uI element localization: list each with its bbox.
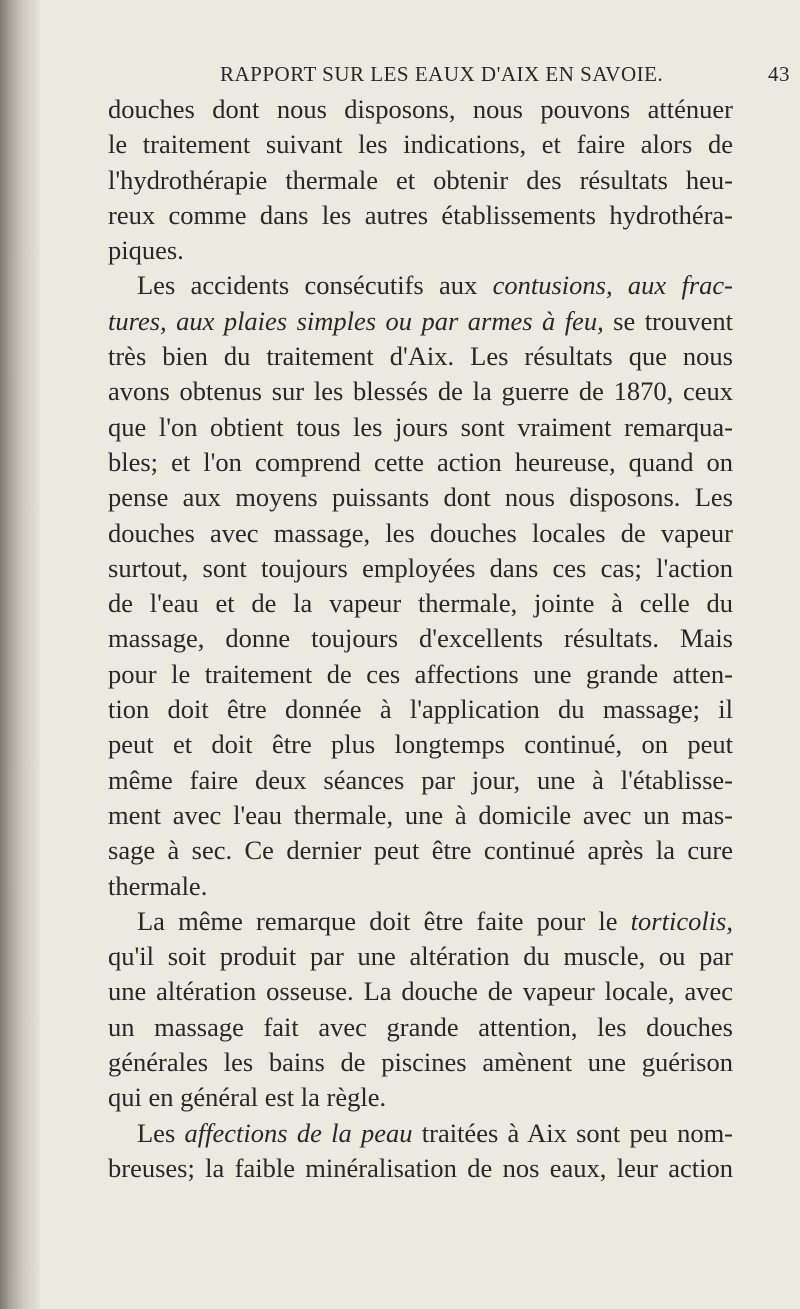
text-line: une altération osseuse. La douche de vapeur locale, avec xyxy=(108,976,733,1007)
text-line: sage à sec. Ce dernier peut être continué après la cure xyxy=(108,835,733,866)
text-line: pense aux moyens puissants dont nous disposons. Les xyxy=(108,482,733,513)
text-line: ment avec l'eau thermale, une à domicile avec un mas- xyxy=(108,799,733,830)
text-line: surtout, sont toujours employées dans ces cas; l'action xyxy=(108,552,733,583)
text-line: un massage fait avec grande attention, les douches xyxy=(108,1011,733,1042)
text-line: qu'il soit produit par une altération du muscle, ou par xyxy=(108,941,733,972)
text-line xyxy=(108,304,733,339)
text-line: massage, donne toujours d'excellents résultats. Mais xyxy=(108,623,733,654)
paragraph-4 xyxy=(108,1116,733,1187)
text-segment: se trouvent xyxy=(603,305,734,336)
text-line: qui en général est la règle. xyxy=(108,1082,387,1113)
paragraph-1 xyxy=(108,92,733,268)
text-segment: traitées à Aix sont peu nom- xyxy=(412,1117,734,1148)
page-number: 43 xyxy=(768,62,790,86)
text-segment: La même remarque doit être faite pour le xyxy=(137,905,631,936)
italic-segment: torticolis, xyxy=(630,905,733,936)
text-line: l'hydrothérapie thermale et obtenir des résultats heu- xyxy=(108,164,733,195)
text-line xyxy=(108,268,733,303)
text-segment: Les accidents consécutifs aux xyxy=(137,270,493,301)
text-line: pour le traitement de ces affections une grande atten- xyxy=(108,658,733,689)
text-segment: Les xyxy=(137,1117,185,1148)
text-line: même faire deux séances par jour, une à l'établisse- xyxy=(108,764,733,795)
text-line: thermale. xyxy=(108,870,208,901)
italic-segment: affections de la peau xyxy=(184,1117,413,1148)
text-line: douches avec massage, les douches locales de vapeur xyxy=(108,517,733,548)
text-line: piques. xyxy=(108,235,184,266)
text-line: reux comme dans les autres établissements hydrothéra- xyxy=(108,199,733,230)
text-line: très bien du traitement d'Aix. Les résultats que nous xyxy=(108,341,733,372)
paragraph-3 xyxy=(108,904,733,1116)
page-binding-shadow xyxy=(0,0,40,1309)
text-line: douches dont nous disposons, nous pouvons atténuer xyxy=(108,94,733,124)
text-line: bles; et l'on comprend cette action heureuse, quand on xyxy=(108,446,733,477)
paragraph-2 xyxy=(108,268,733,903)
text-line: tion doit être donnée à l'application du massage; il xyxy=(108,694,733,725)
text-line: avons obtenus sur les blessés de la guerre de 1870, ceux xyxy=(108,376,733,407)
text-line: que l'on obtient tous les jours sont vraiment remarqua- xyxy=(108,411,733,442)
text-line: le traitement suivant les indications, et faire alors de xyxy=(108,129,733,160)
text-line: générales les bains de piscines amènent une guérison xyxy=(108,1047,733,1078)
italic-segment: contusions, aux frac- xyxy=(492,270,733,301)
text-line xyxy=(108,904,733,939)
text-line: breuses; la faible minéralisation de nos eaux, leur action xyxy=(108,1152,733,1183)
book-page xyxy=(40,0,800,1309)
text-line xyxy=(108,1116,733,1151)
text-line: de l'eau et de la vapeur thermale, jointe à celle du xyxy=(108,588,733,619)
running-title: RAPPORT SUR LES EAUX D'AIX EN SAVOIE. xyxy=(220,62,664,86)
text-line: peut et doit être plus longtemps continué, on peut xyxy=(108,729,733,760)
body-text xyxy=(108,92,733,1186)
italic-segment: tures, aux plaies simples ou par armes à feu, xyxy=(108,305,604,336)
